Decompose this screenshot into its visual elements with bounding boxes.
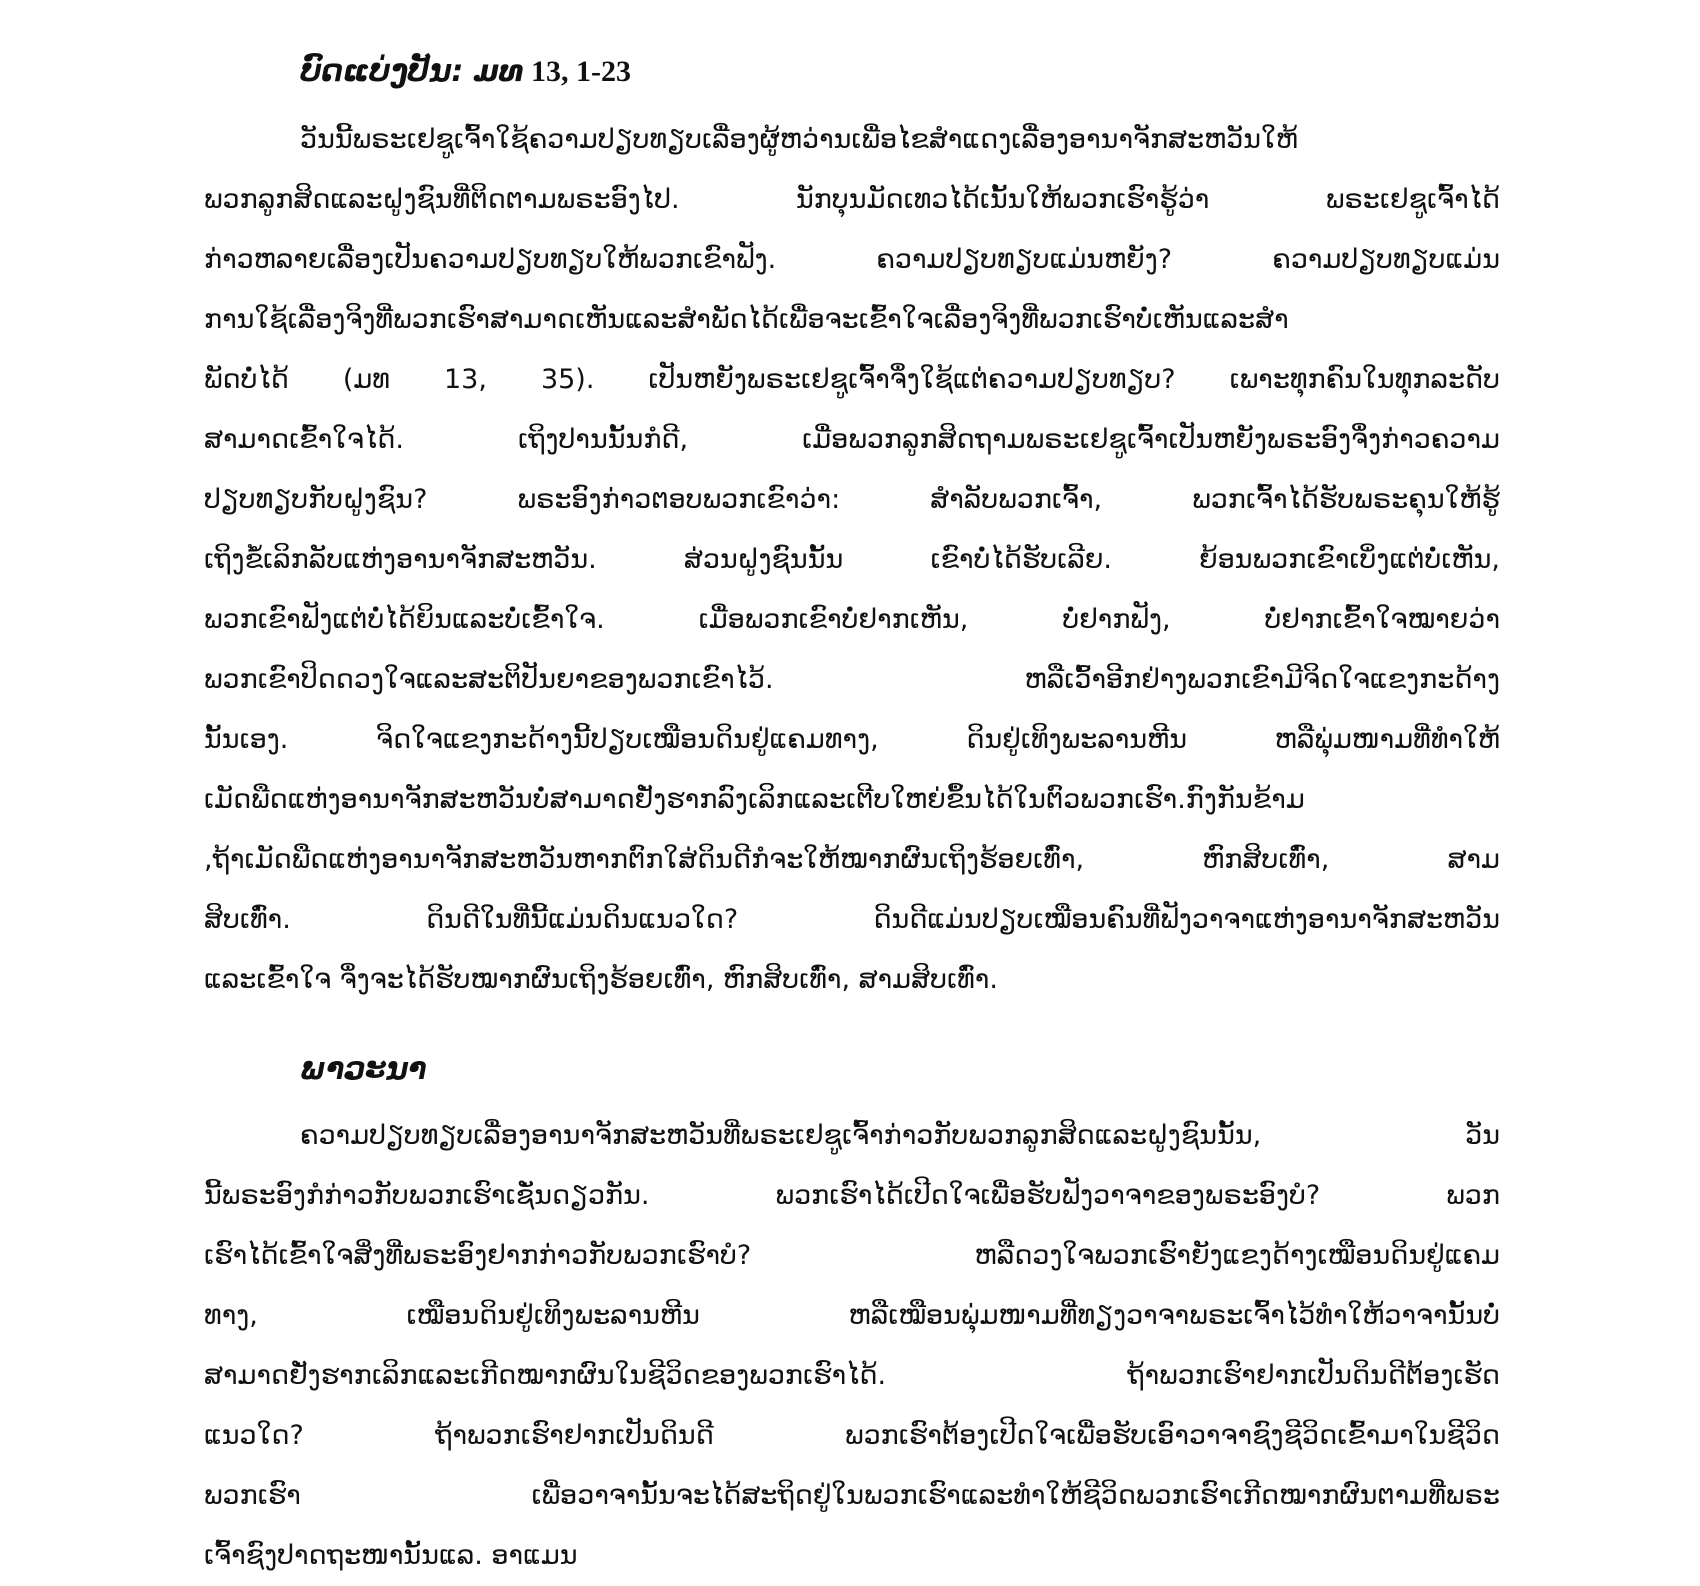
prayer-paragraph — [204, 1106, 1500, 1586]
paragraph-line: ສາມາດຢັ່ງຮາກເລິກແລະເກີດໝາກຜົນໃນຊີວິດຂອງພວກເຮົາໄດ້. ຖ້າພວກເຮົາຢາກເປັນດິນດີຕ້ອງເຮັດ — [204, 1360, 1500, 1391]
paragraph-line: ເຈົ້າຊົງປາດຖະໜານັ້ນແລ. ອາແມນ — [204, 1540, 578, 1571]
heading-text: ພາວະນາ — [300, 1052, 427, 1087]
paragraph-line: ພັດບໍ່ໄດ້ (ມທ 13, 35). ເປັນຫຍັງພຣະເຢຊູເຈົ້າຈຶ່ງໃຊ້ແຕ່ຄວາມປຽບທຽບ? ເພາະທຸກຄົນໃນທຸກລະດັບ — [204, 364, 1500, 395]
paragraph-line: ແລະເຂົ້າໃຈ ຈຶ່ງຈະໄດ້ຮັບໝາກຜົນເຖິງຮ້ອຍເທົ່າ, ຫົກສິບເທົ່າ, ສາມສິບເທົ່າ. — [204, 964, 998, 995]
paragraph-line: ເມັດພືດແຫ່ງອານາຈັກສະຫວັນບໍ່ສາມາດຢັ່ງຮາກລົງເລິກແລະເຕີບໃຫຍ່ຂຶ້ນໄດ້ໃນຕົວພວກເຮົາ.ກົງກັນຂ້າມ — [204, 784, 1305, 815]
reflection-paragraph — [204, 110, 1500, 1010]
section-heading-reflection — [300, 52, 631, 92]
paragraph-line: ພວກເຮົາ ເພື່ອວາຈານັ້ນຈະໄດ້ສະຖິດຢູ່ໃນພວກເຮົາແລະທຳໃຫ້ຊີວິດພວກເຮົາເກີດໝາກຜົນຕາມທີ່ພຣະ — [204, 1480, 1500, 1511]
paragraph-line: ພວກເຂົາຟັງແຕ່ບໍ່ໄດ້ຍິນແລະບໍ່ເຂົ້າໃຈ. ເມື່ອພວກເຂົາບໍ່ຢາກເຫັນ, ບໍ່ຢາກຟັງ, ບໍ່ຢາກເຂົ້າໃຈໝາຍວ່າ — [204, 604, 1500, 635]
paragraph-line: ປຽບທຽບກັບຝູງຊົນ? ພຣະອົງກ່າວຕອບພວກເຂົາວ່າ: ສຳລັບພວກເຈົ້າ, ພວກເຈົ້າໄດ້ຮັບພຣະຄຸນໃຫ້ຮູ້ — [204, 484, 1500, 515]
paragraph-line: ,ຖ້າເມັດພືດແຫ່ງອານາຈັກສະຫວັນຫາກຕົກໃສ່ດິນດີກໍຈະໃຫ້ໝາກຜົນເຖິງຮ້ອຍເທົ່າ, ຫົກສິບເທົ່າ, ສາມ — [204, 844, 1500, 875]
section-heading-prayer — [300, 1050, 427, 1090]
paragraph-line: ເຮົາໄດ້ເຂົ້າໃຈສິ່ງທີ່ພຣະອົງຢາກກ່າວກັບພວກເຮົາບໍ? ຫລືດວງໃຈພວກເຮົາຍັງແຂງດ້າງເໝືອນດິນຢູ່ແຄມ — [204, 1240, 1500, 1271]
paragraph-line: ກ່າວຫລາຍເລື່ອງເປັນຄວາມປຽບທຽບໃຫ້ພວກເຂົາຟັງ. ຄວາມປຽບທຽບແມ່ນຫຍັງ? ຄວາມປຽບທຽບແມ່ນ — [204, 244, 1500, 275]
paragraph-line: ທາງ, ເໝືອນດິນຢູ່ເທິງພະລານຫີນ ຫລືເໝືອນພຸ່ມໜາມທີ່ທຽງວາຈາພຣະເຈົ້າໄວ້ທຳໃຫ້ວາຈານັ້ນບໍ່ — [204, 1300, 1500, 1331]
paragraph-line: ນີ້ພຣະອົງກໍກ່າວກັບພວກເຮົາເຊັ່ນດຽວກັນ. ພວກເຮົາໄດ້ເປີດໃຈເພື່ອຮັບຟັງວາຈາຂອງພຣະອົງບໍ? ພວກ — [204, 1180, 1500, 1211]
paragraph-line: ເຖິງຂໍ້ເລິກລັບແຫ່ງອານາຈັກສະຫວັນ. ສ່ວນຝູງຊົນນັ້ນ ເຂົາບໍ່ໄດ້ຮັບເລີຍ. ຍ້ອນພວກເຂົາເບິ່ງແຕ່ບໍ່ເຫັນ, — [204, 544, 1500, 575]
paragraph-line: ພວກເຂົາປິດດວງໃຈແລະສະຕິປັນຍາຂອງພວກເຂົາໄວ້. ຫລືເວົ້າອີກຢ່າງພວກເຂົາມີຈິດໃຈແຂງກະດ້າງ — [204, 664, 1500, 695]
paragraph-line: ວັນນີ້ພຣະເຢຊູເຈົ້າໃຊ້ຄວາມປຽບທຽບເລື່ອງຜູ້ຫວ່ານເພື່ອໄຂສຳແດງເລື່ອງອານາຈັກສະຫວັນໃຫ້ — [300, 124, 1298, 155]
paragraph-line: ແນວໃດ? ຖ້າພວກເຮົາຢາກເປັນດິນດີ ພວກເຮົາຕ້ອງເປີດໃຈເພື່ອຮັບເອົາວາຈາຊົງຊີວິດເຂົ້າມາໃນຊີວິດ — [204, 1420, 1500, 1451]
paragraph-line: ສິບເທົ່າ. ດິນດີໃນທີ່ນີ້ແມ່ນດິນແນວໃດ? ດິນດີແມ່ນປຽບເໝືອນຄົນທີ່ຟັງວາຈາແຫ່ງອານາຈັກສະຫວັນ — [204, 904, 1500, 935]
paragraph-line: ພວກລູກສິດແລະຝູງຊົນທີ່ຕິດຕາມພຣະອົງໄປ. ນັກບຸນມັດເທວໄດ້ເນັ້ນໃຫ້ພວກເຮົາຮູ້ວ່າ ພຣະເຢຊູເຈົ້າໄດ້ — [204, 184, 1500, 215]
paragraph-line: ການໃຊ້ເລື່ອງຈິງທີ່ພວກເຮົາສາມາດເຫັນແລະສຳພັດໄດ້ເພື່ອຈະເຂົ້າໃຈເລື່ອງຈິງທີ່ພວກເຮົາບໍ່ເຫັນແລະສຳ — [204, 304, 1289, 335]
scripture-reference: 13, 1-23 — [523, 55, 632, 88]
paragraph-line: ນັ້ນເອງ. ຈິດໃຈແຂງກະດ້າງນີ້ປຽບເໝືອນດິນຢູ່ແຄມທາງ, ດິນຢູ່ເທິງພະລານຫີນ ຫລືພຸ່ມໜາມທີ່ທຳໃຫ້ — [204, 724, 1500, 755]
paragraph-line: ສາມາດເຂົ້າໃຈໄດ້. ເຖິງປານນັ້ນກໍດີ, ເມື່ອພວກລູກສິດຖາມພຣະເຢຊູເຈົ້າເປັນຫຍັງພຣະອົງຈຶ່ງກ່າວຄວາມ — [204, 424, 1500, 455]
paragraph-line: ຄວາມປຽບທຽບເລື່ອງອານາຈັກສະຫວັນທີ່ພຣະເຢຊູເຈົ້າກ່າວກັບພວກລູກສິດແລະຝູງຊົນນັ້ນ, ວັນ — [300, 1120, 1500, 1151]
heading-text: ບົດແບ່ງປັນ: ມທ — [300, 54, 524, 89]
